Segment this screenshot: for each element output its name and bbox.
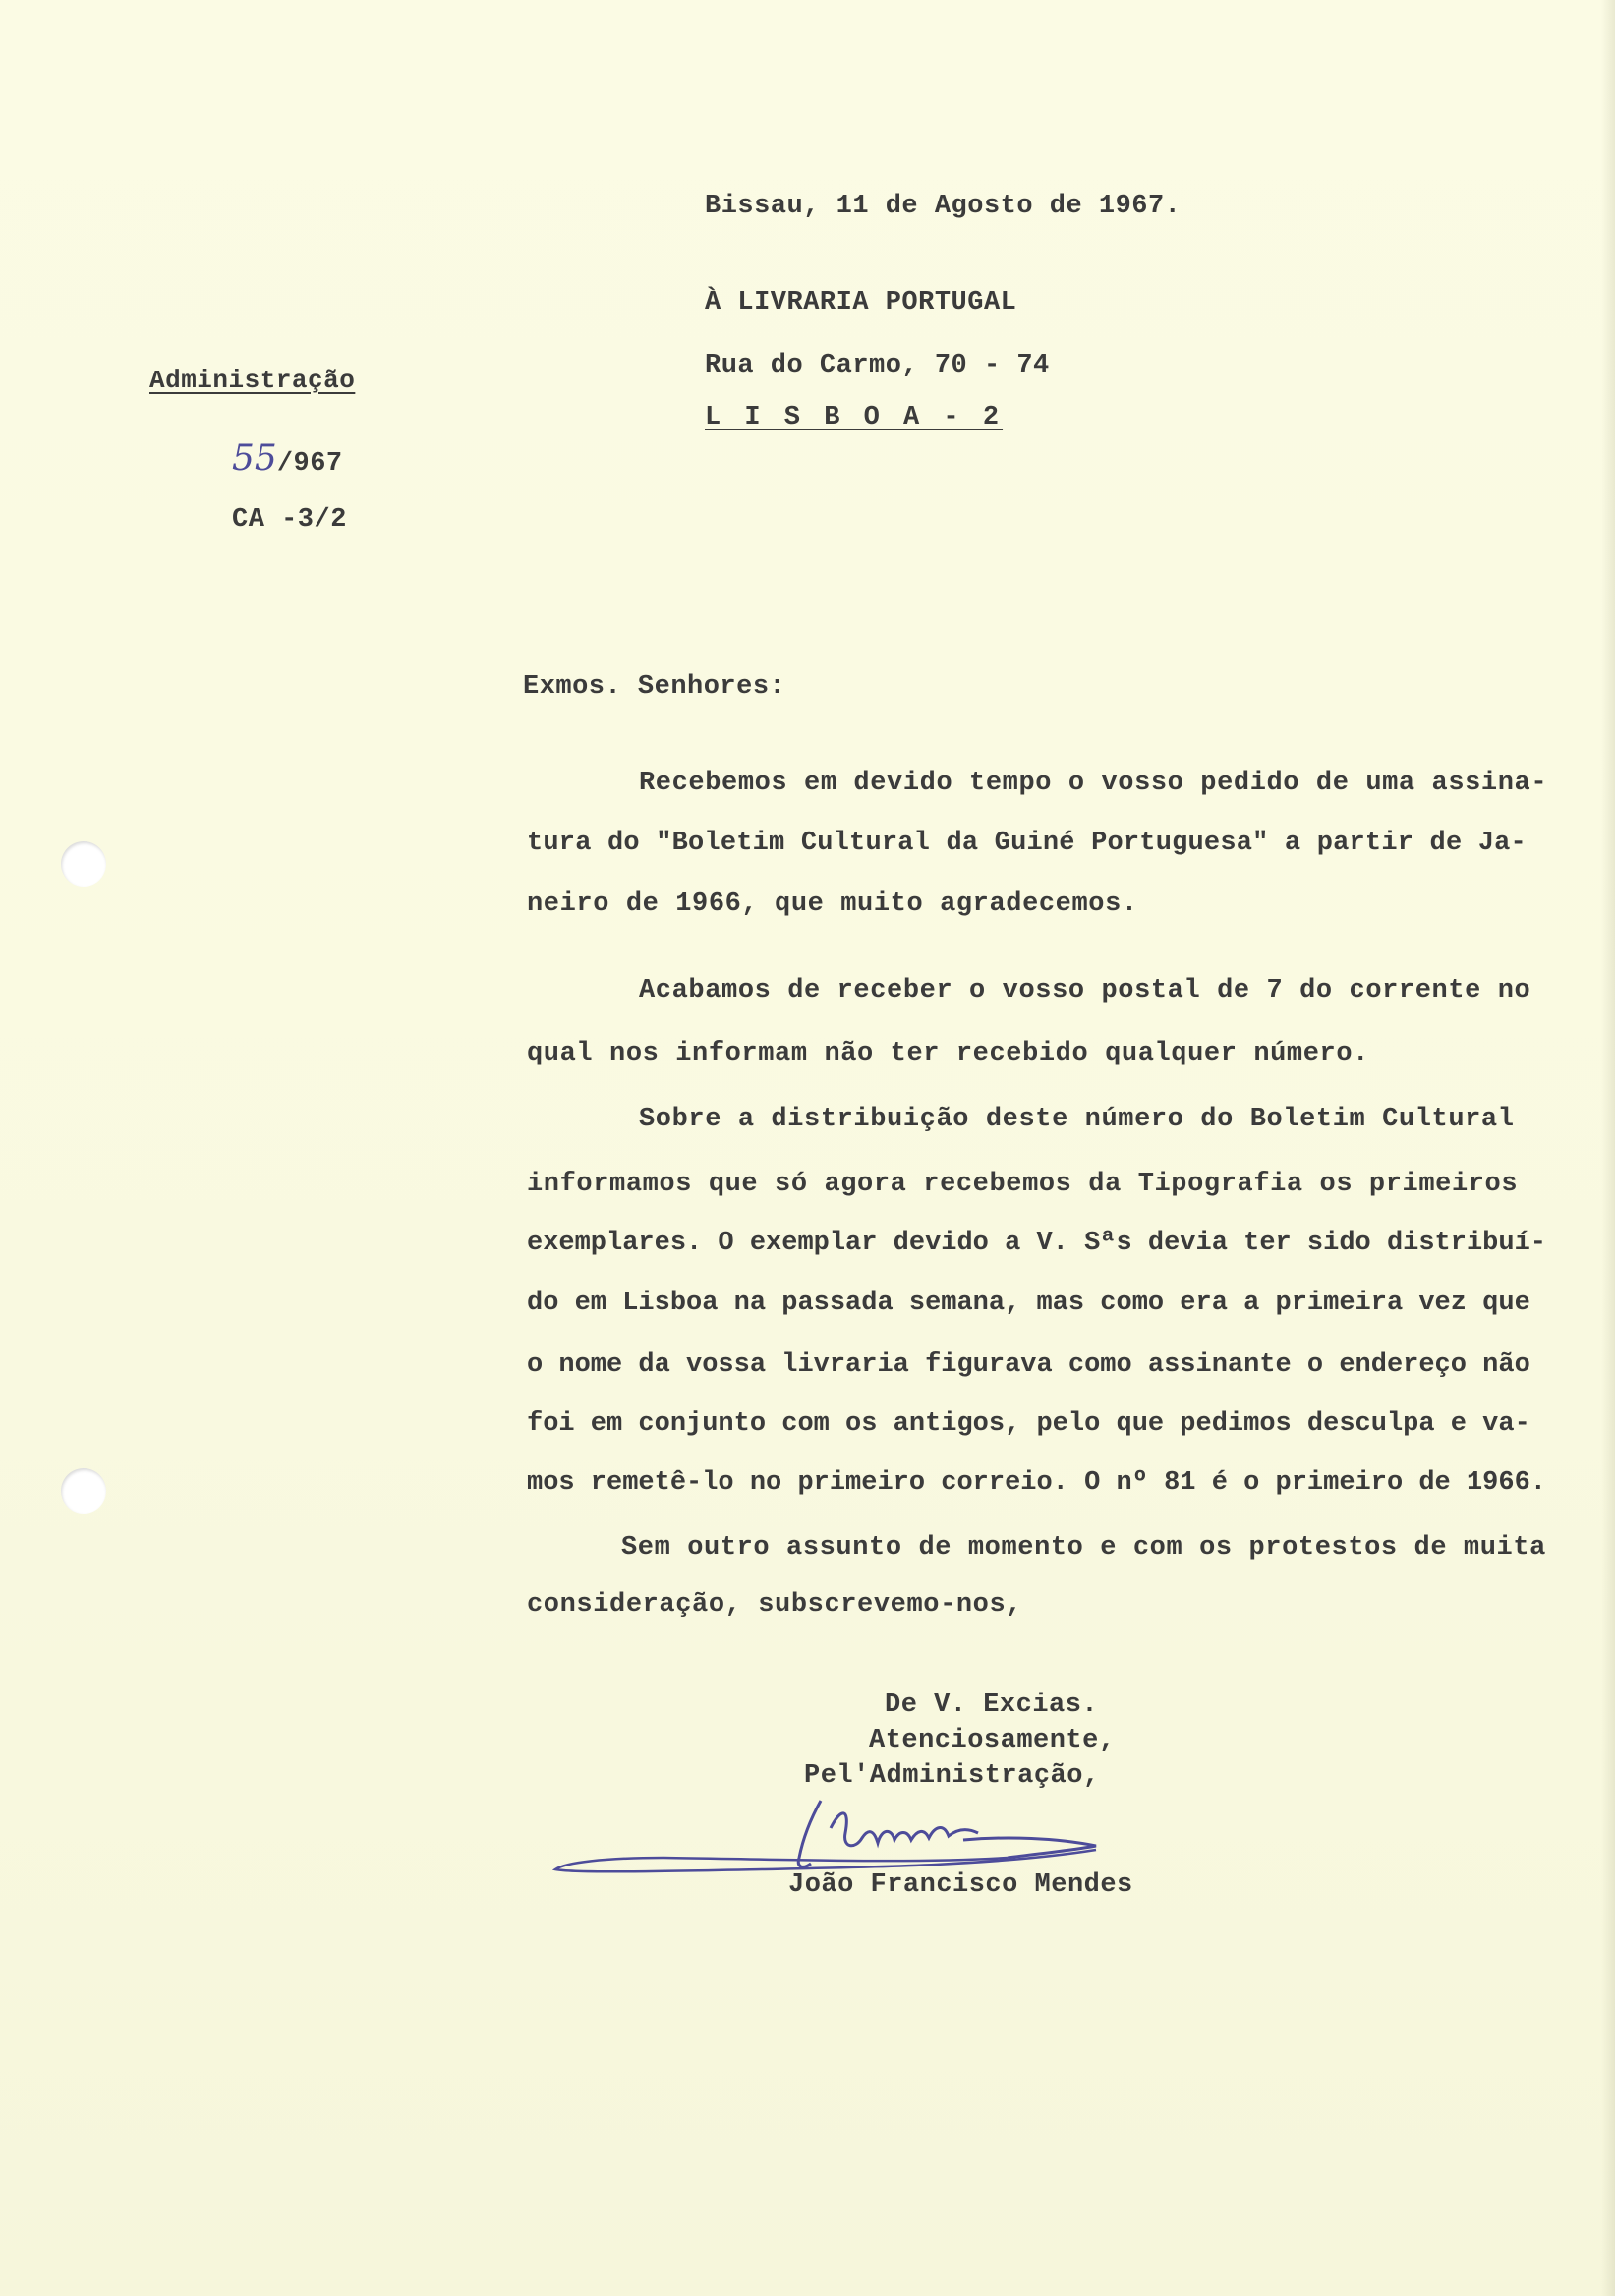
- place-date: Bissau, 11 de Agosto de 1967.: [705, 192, 1182, 221]
- body-line: tura do "Boletim Cultural da Guiné Portuguesa" a partir de Ja-: [527, 829, 1527, 858]
- signatory-name: João Francisco Mendes: [788, 1870, 1133, 1900]
- body-line: informamos que só agora recebemos da Tipografia os primeiros: [527, 1170, 1519, 1199]
- body-line: qual nos informam não ter recebido qualquer número.: [527, 1039, 1369, 1068]
- body-line: do em Lisboa na passada semana, mas como era a primeira vez que: [527, 1289, 1530, 1318]
- body-line: Recebemos em devido tempo o vosso pedido de uma assina-: [639, 769, 1548, 798]
- page-edge-shadow: [1601, 0, 1615, 2296]
- closing-line-3: Pel'Administração,: [804, 1761, 1100, 1791]
- reference-code: CA -3/2: [232, 505, 347, 535]
- recipient-street: Rua do Carmo, 70 - 74: [705, 351, 1050, 380]
- recipient-city: L I S B O A - 2: [705, 403, 1004, 432]
- closing-line-1: De V. Excias.: [885, 1691, 1099, 1720]
- closing-line-2: Atenciosamente,: [869, 1726, 1116, 1755]
- body-line: neiro de 1966, que muito agradecemos.: [527, 890, 1138, 919]
- body-line: consideração, subscrevemo-nos,: [527, 1590, 1023, 1620]
- reference-number-handwritten: 55: [232, 438, 277, 479]
- punch-hole-top: [61, 841, 106, 887]
- reference-number-typed: /967: [276, 449, 343, 479]
- body-line: o nome da vossa livraria figurava como assinante o endereço não: [527, 1350, 1530, 1380]
- body-line: mos remetê-lo no primeiro correio. O nº 81 é o primeiro de 1966.: [527, 1468, 1546, 1498]
- body-line: Acabamos de receber o vosso postal de 7 do corrente no: [639, 976, 1531, 1005]
- department-label: Administração: [149, 366, 356, 395]
- body-line: Sem outro assunto de momento e com os protestos de muita: [621, 1533, 1546, 1563]
- recipient-name: À LIVRARIA PORTUGAL: [705, 288, 1017, 317]
- reference-number: [232, 438, 343, 479]
- body-line: exemplares. O exemplar devido a V. Sªs devia ter sido distribuí-: [527, 1229, 1546, 1258]
- body-line: Sobre a distribuição deste número do Boletim Cultural: [639, 1105, 1515, 1134]
- body-line: foi em conjunto com os antigos, pelo que pedimos desculpa e va-: [527, 1409, 1530, 1439]
- salutation: Exmos. Senhores:: [523, 672, 786, 702]
- punch-hole-bottom: [61, 1468, 106, 1514]
